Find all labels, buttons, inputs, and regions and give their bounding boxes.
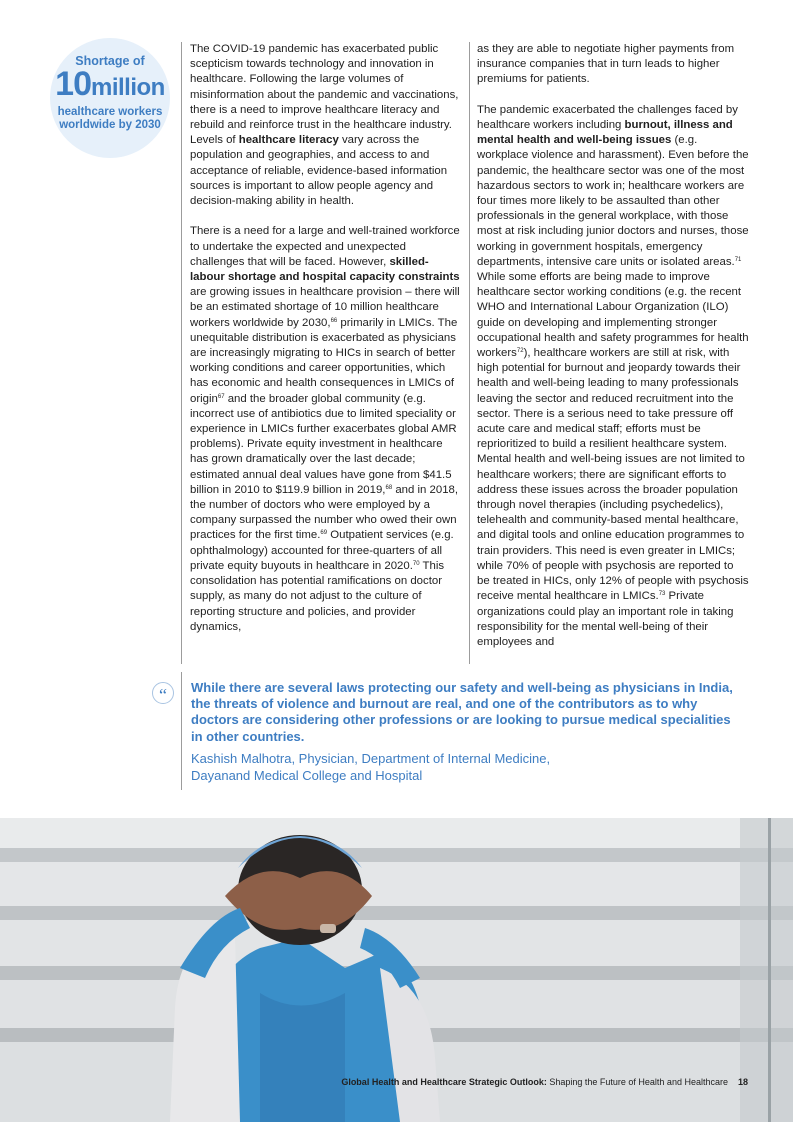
callout-unit: million	[90, 74, 165, 101]
footnote-ref: 72	[516, 348, 524, 355]
quote-divider	[181, 672, 182, 790]
emphasis: burnout, illness and mental health and well-being issues	[477, 119, 733, 147]
text-run: are growing issues in healthcare provision – there will be an estimated shortage of 10 million healthcare workers worldwide by 2030,	[190, 286, 460, 329]
emphasis: healthcare literacy	[238, 134, 339, 147]
footnote-ref: 67	[217, 393, 225, 400]
footer-report-title: Global Health and Healthcare Strategic Outlook:	[341, 1077, 547, 1087]
text-run: and in 2018, the number of doctors who were employed by a company surpassed the number who owed their own practices for the first time.	[190, 483, 459, 542]
quote-icon: “	[152, 682, 174, 704]
text-run: This consolidation has potential ramifications on doctor supply, as many do not adjust to the culture of reporting structure and policies, and provider dynamics,	[190, 559, 445, 633]
text-run: Outpatient services (e.g. ophthalmology) accounted for three-quarters of all private equity buyouts in healthcare in 2020.	[190, 529, 454, 572]
column-divider-middle	[469, 42, 470, 664]
callout-number: 10	[55, 65, 91, 103]
paragraph	[477, 103, 749, 650]
text-run: The pandemic exacerbated the challenges faced by healthcare workers including	[477, 103, 738, 131]
footnote-ref: 68	[385, 484, 393, 491]
text-run: (e.g. workplace violence and harassment). Even before the pandemic, the healthcare sector was one of the most hazardous sectors to work in; healthcare workers are four times more likely to be assaulted than other professionals in the general workplace, with those most at risk including junior doctors and nurses, those working in government hospitals, emergency departments, intensive care units or isolated areas.	[477, 134, 749, 268]
page-footer	[300, 1076, 748, 1088]
body-column-right	[477, 42, 749, 665]
paragraph	[190, 42, 462, 209]
text-run: There is a need for a large and well-trained workforce to undertake the expected and unexpected challenges that will be faced. However,	[190, 225, 460, 268]
emphasis: skilled-labour shortage and hospital capacity constraints	[190, 255, 460, 284]
column-divider-left	[181, 42, 182, 664]
body-column-left	[190, 42, 462, 650]
text-run: ), healthcare workers are still at risk, with high potential for burnout and jeopardy towards their health and well-being leading to many professionals leaving the sector and reduced recruitment into the sector. There is a serious need to take pressure off acute care and medical staff; efforts must be reprioritized to build a resilient healthcare system. Mental health and well-being issues are not limited to healthcare workers; there are significant efforts to address these issues across the broader population through novel therapies (including psychedelics), telehealth and community-based mental healthcare, and digital tools and online education programmes to train providers. This need is even greater in LMICs; while 70% of people with psychosis are reported to be treated in HICs, only 12% of people with psychosis receive mental healthcare in LMICs.	[477, 347, 749, 603]
footnote-ref: 71	[734, 256, 742, 263]
text-run: primarily in LMICs. The unequitable distribution is exacerbated as physicians are increasingly migrating to HICs in search of better working conditions and career opportunities, which has economic and health consequences in LMICs of origin	[190, 316, 458, 405]
paragraph	[477, 42, 749, 88]
footer-report-subtitle: Shaping the Future of Health and Healthcare	[546, 1077, 728, 1087]
page-number: 18	[737, 1077, 748, 1087]
attribution-name: Kashish Malhotra, Physician, Department of Internal Medicine,	[191, 751, 551, 766]
callout-label: Shortage of	[75, 54, 145, 68]
shortage-callout	[50, 38, 170, 158]
footnote-ref: 70	[412, 560, 420, 567]
callout-description: healthcare workers worldwide by 2030	[57, 106, 163, 131]
callout-figure	[50, 67, 170, 101]
footnote-ref: 66	[330, 317, 338, 324]
text-run: as they are able to negotiate higher payments from insurance companies that in turn leads to higher premiums for patients.	[477, 43, 735, 86]
pull-quote: While there are several laws protecting our safety and well-being as physicians in India, the threats of violence and burnout are real, and one of the contributors as to why doctors are considering other professions or are looking to pursue medical specialities in other countries.	[191, 680, 733, 744]
text-run: The COVID-19 pandemic has exacerbated public scepticism towards technology and innovation in healthcare. Following the large volumes of misinformation about the pandemic and vaccinations, there is a need to improve healthcare literacy and rebuild and reinforce trust in the healthcare industry. Levels of	[190, 43, 459, 147]
text-run: and the broader global community (e.g. incorrect use of antibiotics due to limited speciality or experience in LMICs further exacerbates global AMR problems). Private equity investment in healthcare has grown dramatically over the last decade; estimated annual deal values have gone from $41.5 billion in 2010 to $119.9 billion in 2019,	[190, 392, 457, 496]
paragraph	[190, 224, 462, 634]
text-run: Private organizations could play an important role in taking responsibility for the mental well-being of their employees and	[477, 590, 734, 648]
attribution-institution: Dayanand Medical College and Hospital	[191, 767, 423, 783]
footnote-ref: 73	[658, 591, 666, 598]
footnote-ref: 69	[320, 530, 328, 537]
text-run: vary across the population and geographies, and access to and acceptance of reliable, evidence-based information sources is important to allow people agency and decision-making ability in health.	[190, 134, 448, 208]
text-run: While some efforts are being made to improve healthcare sector working conditions (e.g. the recent WHO and International Labour Organization (ILO) guide on developing and implementing stronger occupational health and safety programmes for health workers	[477, 271, 749, 360]
quote-attribution	[191, 751, 741, 784]
